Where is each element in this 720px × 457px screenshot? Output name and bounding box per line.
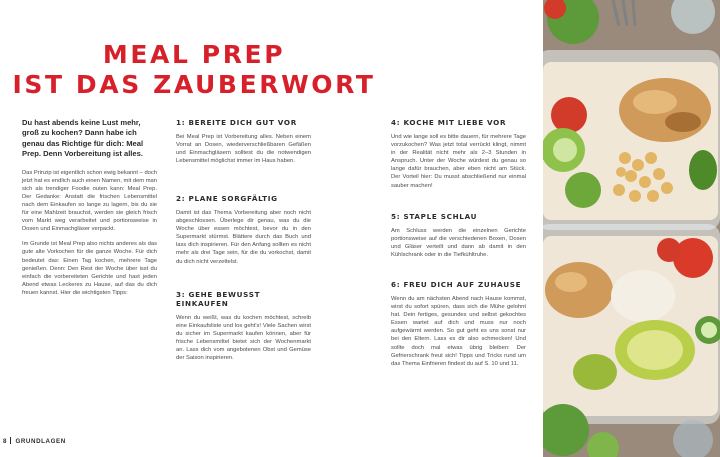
tip-text: Am Schluss werden die einzelnen Gerichte portionsweise auf die verschiedenen Boxen, Dosen und Gläser verteilt und dann ab damit in den Kühlschrank oder in die Tiefkühltruhe. [391,228,526,259]
tip-heading: 5: STAPLE SCHLAU [391,212,478,221]
section-label: GRUNDLAGEN [15,438,66,445]
tip-text: Und wie lange soll es bitte dauern, für mehrere Tage vorzukochen? Was jetzt total verrückt klingt, nimmt in der Realität nicht mehr als 2–3 Stunden in Anspruch. Unter der Woche würdest du genau so lange dafür brauchen, aber eben nicht am Stück. Der Vorteil hier: Du musst abschließend nur einmal sauber machen! [391,134,526,189]
page-number: 8 [3,438,7,445]
intro-column [22,118,157,297]
tip-heading: 1: BEREITE DICH GUT VOR [176,118,297,127]
tip-heading: 4: KOCHE MIT LIEBE VOR [391,118,507,127]
intro-lead: Du hast abends keine Lust mehr, groß zu kochen? Dann habe ich genau das Richtige für dich: Meal Prep. Denn Vorbereitung ist alles. [22,118,144,159]
title-line-2: IST DAS ZAUBERWORT [12,70,376,99]
tip-text: Wenn du am nächsten Abend nach Hause kommst, wirst du sofort spüren, dass sich die Mühe gelohnt hat. Dein fertiges, gesundes und selbst gekochtes Essen wartet auf dich und muss nur noch aufgewärmt werden. So gut geht es uns sonst nur bei den Eltern. Lass es dir also schmecken! Und sollte doch mal etwas übrig bleiben: Der Gefrierschrank freut sich! Tipps und Tricks rund um das Thema Einfrieren findest du auf S. 10 und 11. [391,296,526,367]
tip-text: Damit ist das Thema Vorbereitung aber noch nicht abgeschlossen. Überlege dir genau, was du die Woche über essen möchtest, bevor du in den Supermarkt stürmst. Blättere durch das Buch und lass dich inspirieren. Für den Anfang sollten es nicht mehr als drei Tage sein, für die du vorkochst, damit du dich nicht verzettelst. [176,210,311,265]
tip-heading: 2: PLANE SORGFÄLTIG [176,194,278,203]
intro-paragraph-1: Das Prinzip ist eigentlich schon ewig bekannt – doch jetzt hat es endlich auch einen Namen, mit dem man sich als trendiger Foodie outen kann: Meal Prep. Der Gedanke: Anstatt die frischen Lebensmittel nach dem Einkaufen so lange zu lagern, bis du sie für eine Mahlzeit brauchst, werden sie gleich frisch vom Markt weg verarbeitet und portionsweise in Dosen und Einmachgläser verpackt. [22,169,158,233]
tip-6 [391,280,526,368]
tip-3 [176,290,311,363]
footer-divider [10,437,11,444]
tip-heading: 3: GEHE BEWUSST EINKAUFEN [176,290,261,308]
tip-heading: 6: FREU DICH AUF ZUHAUSE [391,280,522,289]
tip-text: Bei Meal Prep ist Vorbereitung alles. Neben einem Vorrat an Dosen, wiederverschließbaren Gefäßen und Einmachgläsern solltest du die notwendigen Lebensmittel möglichst immer im Haus haben. [176,134,311,165]
page-title [0,40,388,100]
tip-5 [391,212,526,259]
tip-4 [391,118,526,190]
tip-text: Wenn du weißt, was du kochen möchtest, schreib eine Einkaufsliste und los geht's! Viele Sachen wirst du sicher im Supermarkt kaufen können, aber für frische Lebensmittel bietet sich der Wochenmarkt an. Lass dich vom angebotenen Obst und Gemüse der Saison inspirieren. [176,315,311,362]
tip-1 [176,118,311,165]
tip-2 [176,194,311,266]
meal-prep-photo [543,0,720,457]
title-line-1: MEAL PREP [102,40,286,69]
page-footer [3,437,66,445]
intro-paragraph-2: Im Grunde ist Meal Prep also nichts anderes als das gute alte Vorkochen für die ganze Woche. Für dich bedeutet das: Einen Tag kochen, mehrere Tage genießen. Denn: Den Rest der Woche über isst du einfach die vorbereiteten Gerichte und hast jeden Abend etwas Leckeres zu Hause, auf das du dich freuen kannst. Hier die wichtigsten Tipps: [22,241,157,296]
